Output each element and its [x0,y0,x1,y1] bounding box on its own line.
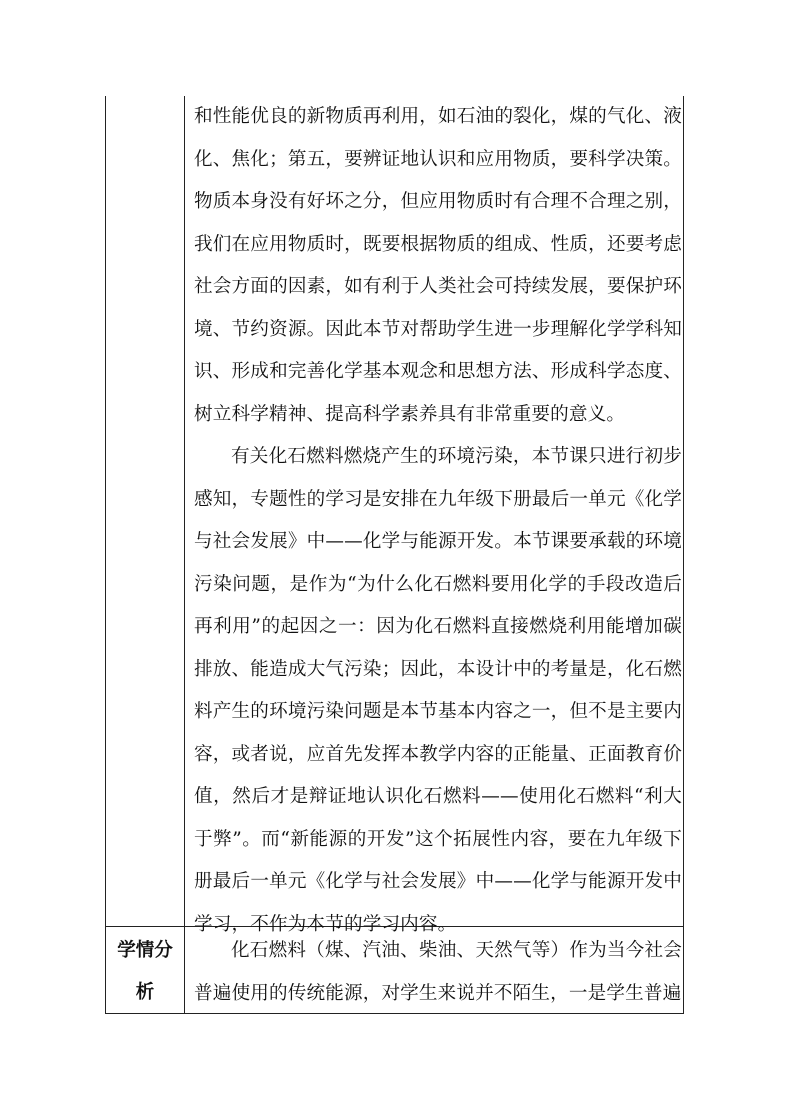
teaching-content-cell [194,96,682,946]
table-right-border [683,96,684,1014]
table-column-divider [184,96,185,1014]
top-paragraph: 和性能优良的新物质再利用，如石油的裂化，煤的气化、液化、焦化；第五，要辨证地认识和应用物质，要科学决策。物质本身没有好坏之分，但应用物质时有合理不合理之别，我们在应用物质时，既要根据物质的组成、性质，还要考虑社会方面的因素，如有利于人类社会可持续发展，要保护环境、节约资源。因此本节对帮助学生进一步理解化学学科知识、形成和完善化学基本观念和思想方法、形成科学态度、树立科学精神、提高科学素养具有非常重要的意义。 [194,106,682,425]
section-label-line2: 析 [135,982,155,1003]
student-analysis-cell [194,930,682,1015]
section-label-line1: 学情分 [117,940,173,961]
environmental-pollution-paragraph: 有关化石燃料燃烧产生的环境污染，本节课只进行初步感知，专题性的学习是安排在九年级下册最后一单元《化学与社会发展》中——化学与能源开发。本节课要承载的环境污染问题，是作为“为什么化石燃料要用化学的手段改造后再利用”的起因之一：因为化石燃料直接燃烧利用能增加碳排放、能造成大气污染；因此，本设计中的考量是，化石燃料产生的环境污染问题是本节基本内容之一，但不是主要内容，或者说，应首先发挥本教学内容的正能量、正面教育价值，然后才是辩证地认识化石燃料——使用化石燃料“利大于弊”。而“新能源的开发”这个拓展性内容，要在九年级下册最后一单元《化学与社会发展》中——化学与能源开发中学习，不作为本节的学习内容。 [194,446,682,935]
table-left-border [105,96,106,1014]
student-analysis-paragraph: 化石燃料（煤、汽油、柴油、天然气等）作为当今社会普遍使用的传统能源，对学生来说并不陌生，一是学生普遍 [194,940,682,1004]
